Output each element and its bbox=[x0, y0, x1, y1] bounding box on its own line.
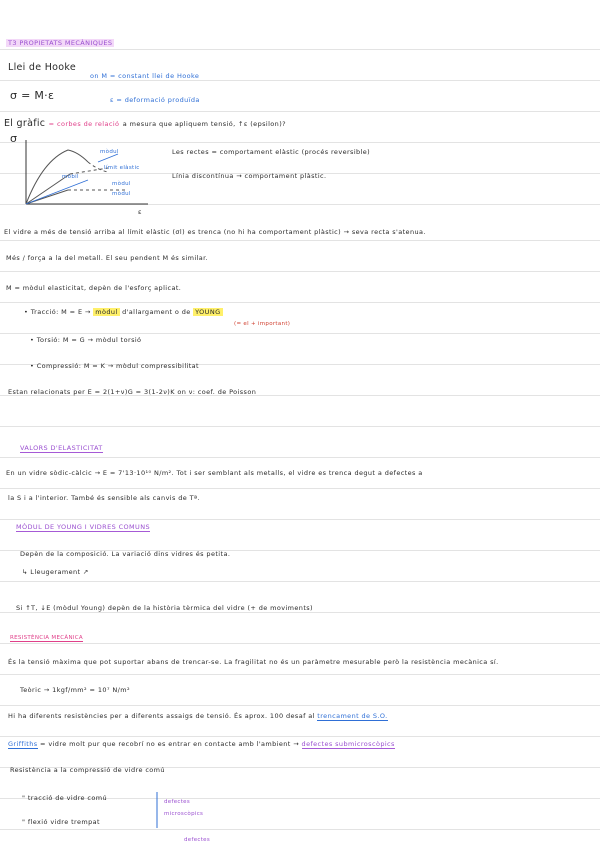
graph-question: El gràfic = corbes de relació a mesura que apliquem tensió, ↑ε (epsilon)? bbox=[4, 118, 286, 129]
paragraph-metall: Més / força a la del metall. El seu pendent M és similar. bbox=[6, 254, 209, 262]
stress-strain-graph bbox=[8, 132, 168, 216]
graph-label-modul-mid: mòdul bbox=[112, 181, 131, 187]
brace-note-2: defectes bbox=[184, 837, 211, 843]
graph-label-mobil: móbil bbox=[62, 174, 79, 180]
resist-line7: " flexió vidre trempat bbox=[22, 818, 100, 826]
graph-x-label: ε bbox=[138, 208, 142, 216]
line-si-temperature: Si ↑T, ↓E (mòdul Young) depèn de la història tèrmica del vidre (+ de moviments) bbox=[16, 604, 313, 612]
young-line2: ↳ Lleugerament ↗ bbox=[22, 568, 89, 576]
young-line1: Depèn de la composició. La variació dins vidres és petita. bbox=[20, 550, 231, 558]
graph-label-limit: límit elàstic bbox=[104, 165, 140, 171]
graph-y-label: σ bbox=[10, 132, 18, 145]
relation-formula: Estan relacionats per E = 2(1+ν)G = 3(1-2ν)K on ν: coef. de Poisson bbox=[8, 388, 257, 396]
elasticitat-line1: En un vidre sòdic-càlcic → E = 7'13·10¹⁰ N/m². Tot i ser semblant als metalls, el vidre es trenca degut a defectes a bbox=[6, 469, 423, 477]
brace-icon bbox=[152, 790, 162, 830]
paragraph-vidre: El vidre a més de tensió arriba al límit elàstic (σl) es trenca (no hi ha comportament plàstic) → seva recta s'atenua. bbox=[4, 228, 426, 236]
resist-line3: Hi ha diferents resistències per a diferents assaigs de tensió. És aprox. 100 desaf al trencament de S.O. bbox=[8, 712, 388, 720]
heading-young: MÒDUL DE YOUNG I VIDRES COMUNS bbox=[16, 523, 150, 531]
resist-line1: És la tensió màxima que pot suportar abans de trencar-se. La fragilitat no és un paràmetre mesurable però la resistència mecànica sí. bbox=[8, 658, 499, 666]
graph-note-line1: Les rectes = comportament elàstic (procés reversible) bbox=[172, 148, 371, 156]
heading-resistencia: RESISTÈNCIA MECÀNICA bbox=[10, 635, 83, 641]
elasticitat-line2: la S i a l'interior. També és sensible als canvis de Tª. bbox=[8, 494, 200, 502]
graph-label-modul-low: mòdul bbox=[112, 191, 131, 197]
resist-line6: " tracció de vidre comú bbox=[22, 794, 108, 802]
heading-elasticitat: VALORS D'ELASTICITAT bbox=[20, 444, 103, 452]
modul-definition: M = mòdul elasticitat, depèn de l'esforç aplicat. bbox=[6, 284, 182, 292]
page-title: T3 PROPIETATS MECÀNIQUES bbox=[8, 39, 113, 47]
hooke-note-m: on M = constant llei de Hooke bbox=[90, 72, 200, 80]
hooke-note-e: ε = deformació produïda bbox=[110, 96, 200, 104]
hooke-formula: σ = M·ε bbox=[10, 89, 55, 102]
resist-line4: Griffiths = vidre molt pur que recobrí no es entrar en contacte amb l'ambient → defectes submicroscòpics bbox=[8, 740, 395, 748]
graph-note-line2: Línia discontínua → comportament plàstic. bbox=[172, 172, 327, 180]
brace-note-1: defectes microscòpics bbox=[164, 799, 204, 817]
graph-label-modul-top: mòdul bbox=[100, 149, 119, 155]
resist-line2: Teòric → 1kgf/mm² = 10⁷ N/m² bbox=[20, 686, 130, 694]
young-note: (= el + important) bbox=[234, 321, 291, 327]
hooke-law-label: Llei de Hooke bbox=[8, 62, 77, 73]
resist-line5: Resistència a la compressió de vidre comú bbox=[10, 766, 165, 774]
bullet-torsio: • Torsió: M = G → mòdul torsió bbox=[30, 336, 142, 344]
bullet-compressio: • Compressió: M = K → mòdul compressibilitat bbox=[30, 362, 200, 370]
bullet-traccio: • Tracció: M = E → mòdul d'allargament o de YOUNG bbox=[24, 308, 221, 316]
